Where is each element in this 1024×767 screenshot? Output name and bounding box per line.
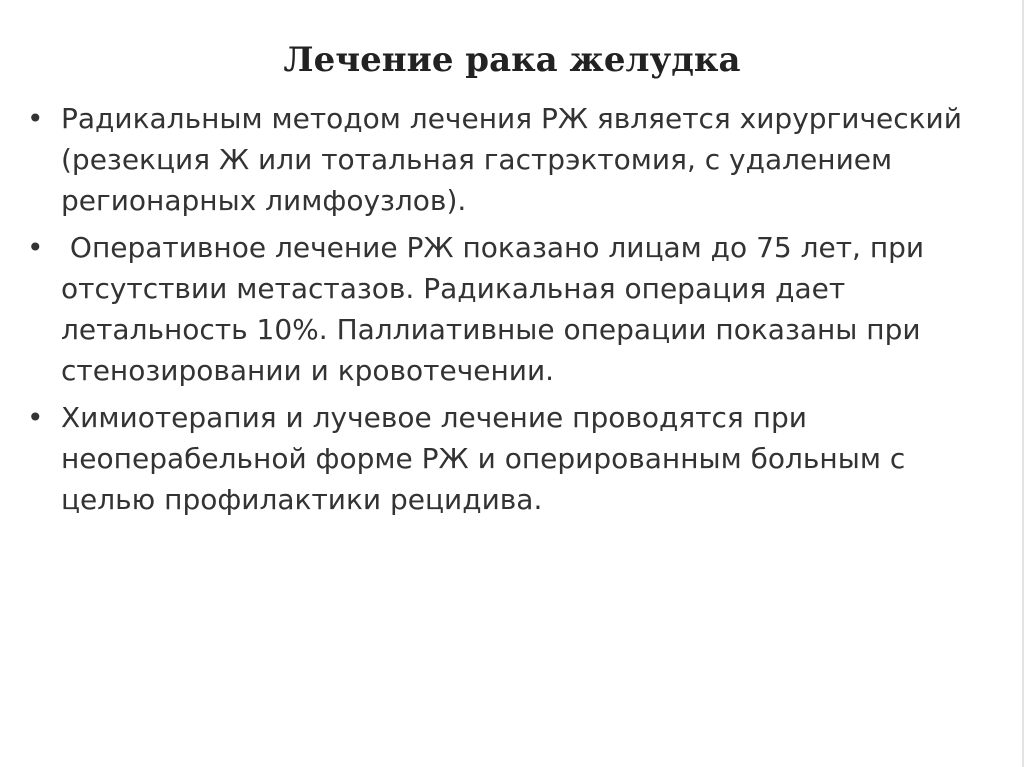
bullet-dot-icon: • — [27, 102, 44, 135]
bullet-item-chemotherapy — [27, 397, 987, 520]
bullet-item-surgery — [27, 98, 987, 221]
bullet-text: Радикальным методом лечения РЖ является хирургический (резекция Ж или тотальная гастрэктомия, с удалением регионарных лимфоузлов). — [61, 102, 962, 217]
bullet-item-indications — [27, 227, 987, 391]
bullet-text: Химиотерапия и лучевое лечение проводятся при неоперабельной форме РЖ и оперированным больным с целью профилактики рецидива. — [61, 401, 906, 516]
bullet-text: Оперативное лечение РЖ показано лицам до 75 лет, при отсутствии метастазов. Радикальная операция дает летальность 10%. Паллиативные операции показаны при стенозировании и кровотечении. — [61, 231, 934, 387]
slide-title: Лечение рака желудка — [283, 40, 741, 80]
bullet-dot-icon: • — [27, 231, 44, 264]
bullet-dot-icon: • — [27, 401, 44, 434]
bullet-list — [27, 98, 987, 526]
